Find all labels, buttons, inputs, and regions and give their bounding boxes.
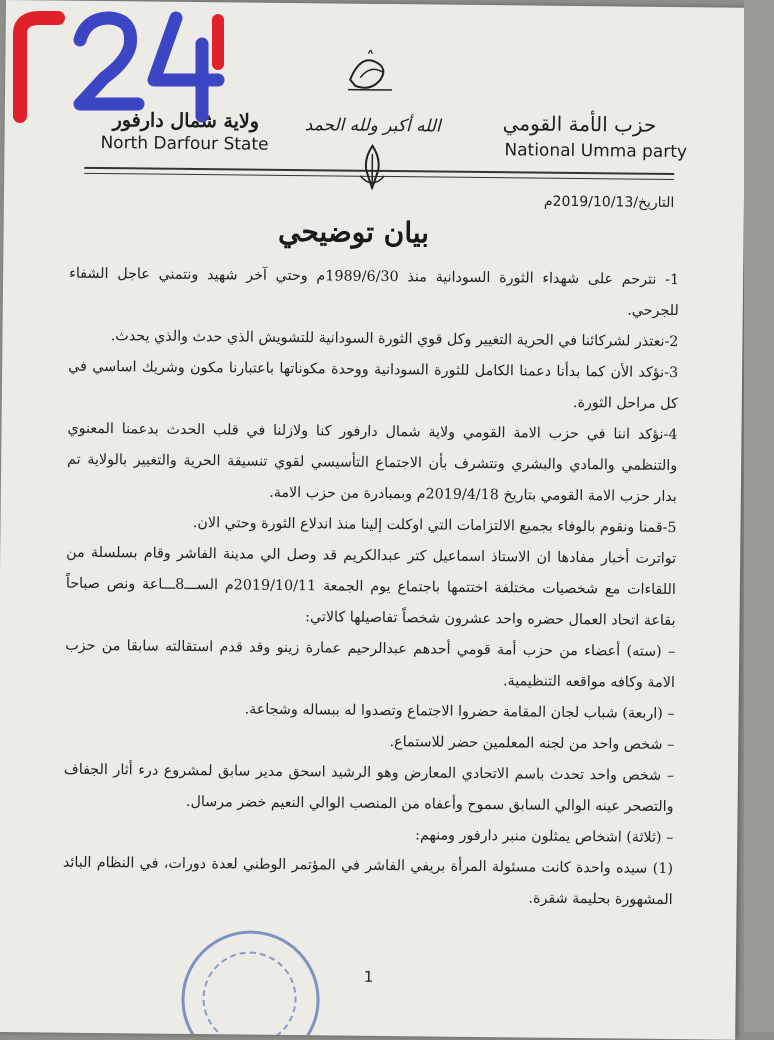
official-stamp	[181, 930, 320, 1040]
document-body	[62, 259, 679, 916]
background-edge	[744, 0, 774, 1032]
page-number: 1	[363, 967, 374, 986]
state-name-arabic: ولاية شمال دارفور	[112, 109, 260, 133]
paragraph-12: (1) سيده واحدة كانت مسئولة المرأة بريفي الفاشر في المؤتمر الوطني لعدة دورات، في النظام البائد المشهورة بحليمة شقرة.	[62, 854, 674, 909]
paragraph-10: – شخص واحد تحدث باسم الاتحادي المعارض وهو الرشيد اسحق مدير سابق لمشروع درء أثار الجفاف والتصحر عينه الوالي السابق سموح وأعفاه من المنصب الوالي النعيم خضر مرسال.	[63, 761, 674, 816]
paragraph-11: – (ثلاثة) اشخاص يمثلون منبر دارفور ومنهم:	[415, 827, 674, 847]
state-name-english: North Darfour State	[100, 132, 269, 155]
center-motto: الله أكبر ولله الحمد	[304, 115, 441, 137]
paragraph-4: 4-نؤكد اننا في حزب الامة القومي ولاية شمال دارفور كنا ولازلنا في قلب الحدث بدعمنا المعنوي والتنظمي والمادي والبشري ونتشرف بأن الاجتماع التأسيسي لقوي تنسيقة الحرية والتغيير بالولاية تم بدار حزب الامة القومي بتاريخ 2019/4/18م وبمبادرة من حزب الامة.	[67, 420, 678, 506]
party-name-english: National Umma party	[504, 140, 688, 163]
paragraph-8: – (اربعة) شباب لجان المقامة حضروا الاجتماع وتصدوا له ببساله وشجاعة.	[244, 701, 675, 723]
document-title: بيان توضيحي	[277, 214, 430, 250]
paragraph-9: – شخص واحد من لجنه المعلمين حضر للاستماع.	[389, 734, 675, 754]
paragraph-5: 5-قمنا ونقوم بالوفاء بجميع الالتزامات التي اوكلت إلينا منذ اندلاع الثورة وحتي الان.	[192, 514, 677, 537]
wheat-emblem-icon	[356, 144, 388, 190]
paragraph-1: 1- نترحم على شهداء الثورة السودانية منذ 1989/6/30م وحتي آخر شهيد ونتمني عاجل الشفاء للجرحي.	[69, 265, 680, 320]
paragraph-7: – (سته) أعضاء من حزب أمة قومي أحدهم عبدالرحيم عمارة زينو وقد قدم استقالته سابقا من حزب الامة وكافه مواقعه التنظيمية.	[65, 637, 676, 692]
paragraph-3: 3-نؤكد الأن كما بدأنا دعمنا الكامل للثورة السودانية ووحدة مكوناتها باعتبارنا مكون وشريك اساسي في كل مراحل الثورة.	[68, 358, 679, 413]
paragraph-6: تواترت أخبار مفادها ان الاستاذ اسماعيل كتر عبدالكريم قد وصل الي مدينة الفاشر وقام بسلسلة من اللقاءات مع شخصيات مختلفة اختتمها باجتماع يوم الجمعة 2019/10/11م الســـ8ـــاعة ونص صباحاً بقاعة اتحاد العمال حضره واحد عشرون شخصاً تفاصيلها كالاتي:	[65, 544, 677, 630]
party-name-arabic: حزب الأمة القومي	[502, 111, 657, 137]
calligraphy-emblem	[340, 50, 400, 99]
document-date: التاريخ/2019/10/13م	[543, 193, 675, 212]
paragraph-2: 2-نعتذر لشركائنا في الحرية التغيير وكل قوي الثورة السودانية للتشويش الذي حدث والذي يحدث.	[110, 328, 679, 351]
r24-logo	[6, 4, 236, 124]
